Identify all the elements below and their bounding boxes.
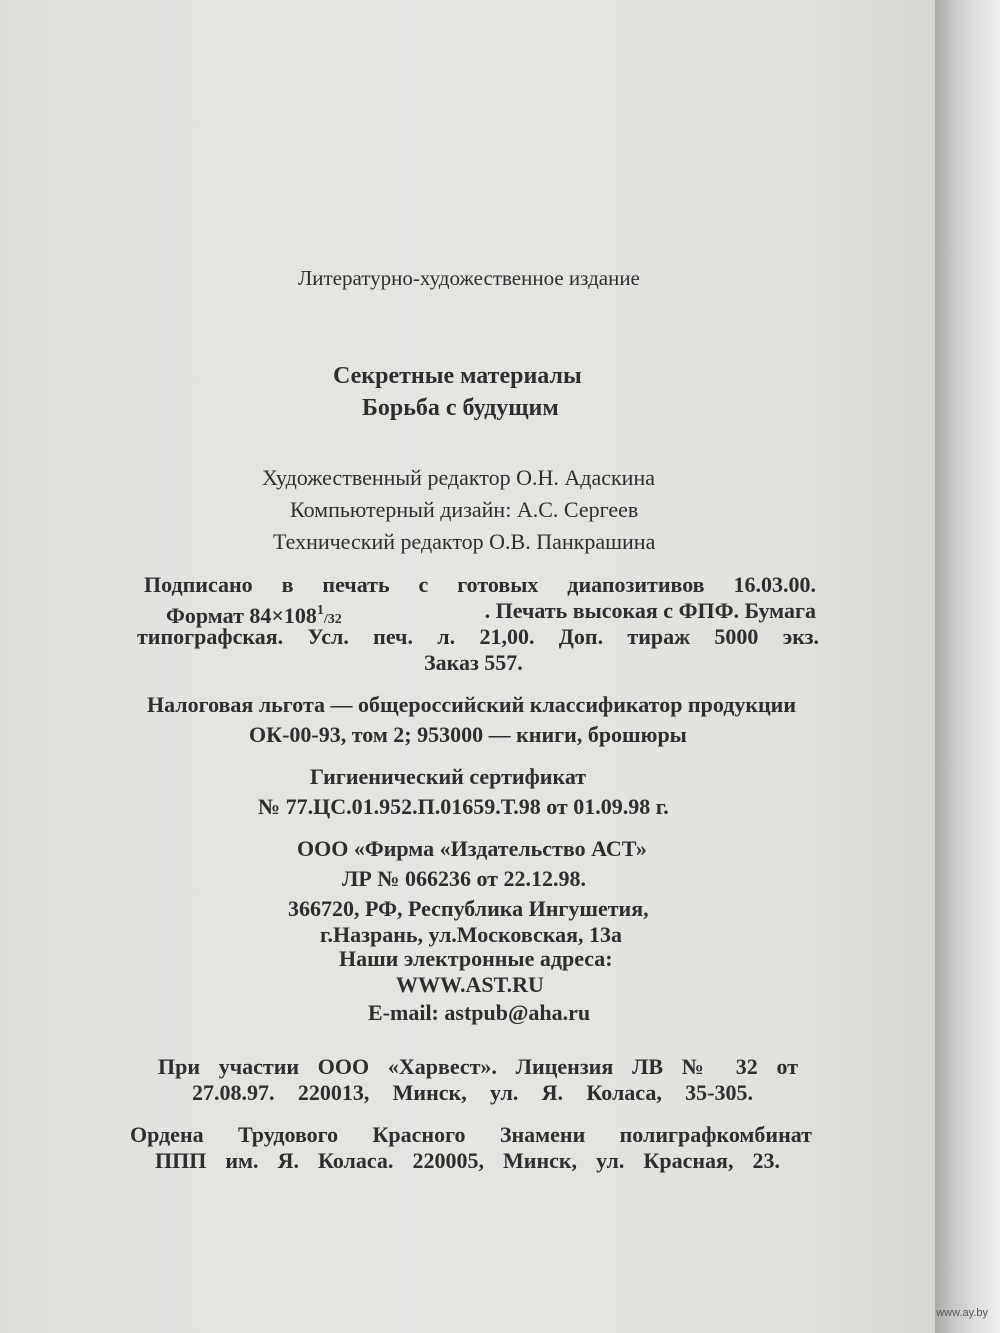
tax-line-2: ОК-00-93, том 2; 953000 — книги, брошюры	[249, 722, 687, 747]
hygiene-line-2: № 77.ЦС.01.952.П.01659.Т.98 от 01.09.98 г.	[258, 794, 669, 819]
publisher-license: ЛР № 066236 от 22.12.98.	[342, 866, 586, 891]
computer-design-credit: Компьютерный дизайн: А.С. Сергеев	[290, 497, 639, 522]
publisher-address-1: 366720, РФ, Республика Ингушетия,	[288, 896, 649, 921]
paper-line: типографская. Усл. печ. л. 21,00. Доп. тираж 5000 экз.	[137, 624, 819, 649]
harvest-line-2: 27.08.97. 220013, Минск, ул. Я. Коласа, 35-305.	[192, 1080, 753, 1105]
tech-editor-credit: Технический редактор О.В. Панкрашина	[273, 529, 656, 554]
publisher-website: WWW.AST.RU	[396, 972, 544, 997]
order-line: Заказ 557.	[424, 650, 523, 675]
tax-line-1: Налоговая льгота — общероссийский классификатор продукции	[147, 692, 797, 717]
printer-line-2: ППП им. Я. Коласа. 220005, Минск, ул. Красная, 23.	[155, 1148, 780, 1173]
signed-line: Подписано в печать с готовых диапозитивов 16.03.00.	[144, 572, 816, 597]
publisher-name: ООО «Фирма «Издательство АСТ»	[297, 836, 647, 861]
book-title: Борьба с будущим	[362, 395, 559, 421]
adjacent-page-edge	[935, 0, 1000, 1333]
harvest-line-1: При участии ООО «Харвест». Лицензия ЛВ № 32 от	[158, 1054, 798, 1079]
format-spec: Формат $84\times 108^1/32$	[166, 603, 342, 628]
printer-line-1: Ордена Трудового Красного Знамени полиграфкомбинат	[130, 1122, 812, 1147]
format-suffix: . Печать высокая с ФПФ. Бумага	[484, 598, 816, 623]
genre-line: Литературно-художественное издание	[298, 266, 640, 290]
series-title: Секретные материалы	[333, 363, 582, 389]
web-label: Наши электронные адреса:	[339, 946, 613, 971]
publisher-address-2: г.Назрань, ул.Московская, 13а	[320, 922, 623, 947]
watermark: www.ay.by	[936, 1307, 988, 1319]
art-editor-credit: Художественный редактор О.Н. Адаскина	[262, 465, 655, 490]
hygiene-line-1: Гигиенический сертификат	[310, 764, 587, 789]
publisher-email: E-mail: astpub@aha.ru	[368, 1000, 591, 1025]
